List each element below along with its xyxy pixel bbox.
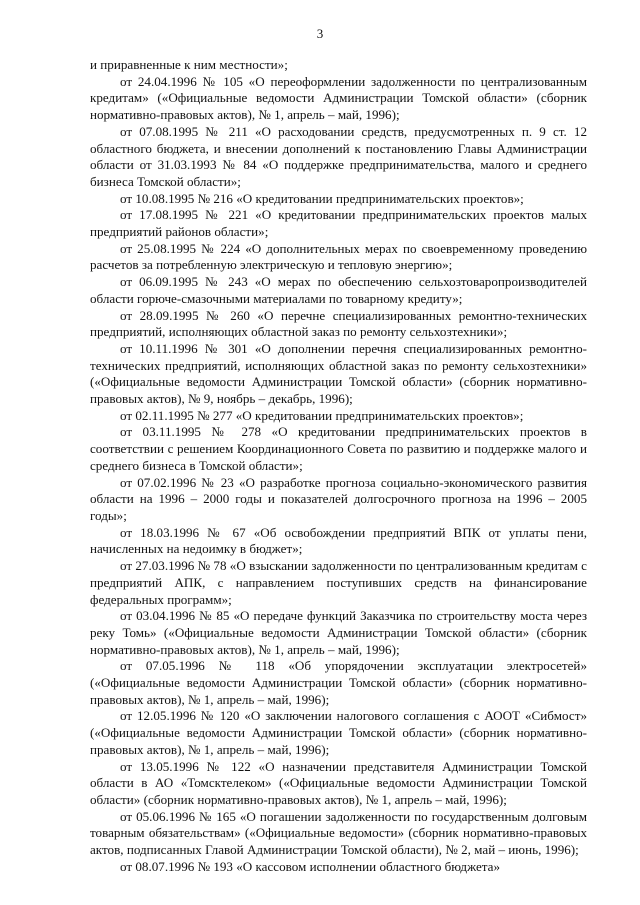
decree-entry: от 07.02.1996 № 23 «О разработке прогноза социально-экономического развития области на 1996 – 2000 годы и показателей долгосрочного прогноза на 1996 – 2005 годы»; [90, 474, 587, 523]
decree-entry: от 17.08.1995 № 221 «О кредитовании предпринимательских проектов малых предприятий районов области»; [90, 207, 587, 240]
decree-entry: от 05.06.1996 № 165 «О погашении задолженности по государственным долговым товарным обязательствам» («Официальные ведомости» (сборник нормативно-правовых актов, подписанных Главой Администрации Томской области), № 2, май – июнь, 1996); [90, 808, 587, 858]
decree-entry: от 07.08.1995 № 211 «О расходовании средств, предусмотренных п. 9 ст. 12 областного бюджета, и внесении дополнений к постановлению Главы Администрации области от 31.03.1993 № 84 «О поддержке предпринимательства, малого и среднего бизнеса Томской области»; [90, 123, 587, 189]
decree-entry: от 02.11.1995 № 277 «О кредитовании предпринимательских проектов»; [120, 407, 524, 423]
decree-entry: от 28.09.1995 № 260 «О перечне специализированных ремонтно-технических предприятий, исполняющих областной заказ по ремонту сельхозтехники»; [90, 307, 587, 340]
decree-entry: от 25.08.1995 № 224 «О дополнительных мерах по своевременному проведению расчетов за потребленную электрическую и тепловую энергию»; [90, 240, 587, 273]
decree-entry: от 03.04.1996 № 85 «О передаче функций Заказчика по строительству моста через реку Томь» («Официальные ведомости Администрации Томской области» (сборник нормативно-правовых актов), № 1, апрель – май, 1996); [90, 608, 587, 657]
document-body [90, 57, 587, 875]
decree-entry: от 07.05.1996 № 118 «Об упорядочении эксплуатации электросетей» («Официальные ведомости Администрации Томской области» (сборник нормативно-правовых актов), № 1, апрель – май, 1996); [90, 658, 587, 707]
decree-entry: от 03.11.1995 № 278 «О кредитовании предпринимательских проектов в соответствии с решением Координационного Совета по развитию и поддержке малого и среднего бизнеса в Томской области»; [90, 424, 587, 473]
decree-entry: от 24.04.1996 № 105 «О переоформлении задолженности по централизованным кредитам» («Официальные ведомости Администрации Томской области» (сборник нормативно-правовых актов), № 1, апрель – май, 1996); [90, 73, 587, 123]
decree-entry: от 10.08.1995 № 216 «О кредитовании предпринимательских проектов»; [120, 190, 524, 206]
decree-entry: от 06.09.1995 № 243 «О мерах по обеспечению сельхозтоваропроизводителей области горюче-смазочными материалами по товарному кредиту»; [90, 274, 587, 306]
decree-entry: от 12.05.1996 № 120 «О заключении налогового соглашения с АООТ «Сибмост» («Официальные ведомости Администрации Томской области» (сборник нормативно-правовых актов), № 1, апрель – май, 1996); [90, 708, 587, 757]
decree-entry: от 18.03.1996 № 67 «Об освобождении предприятий ВПК от уплаты пени, начисленных на недоимку в бюджет»; [90, 524, 587, 557]
page-number: 3 [316, 26, 324, 41]
paragraph-continuation: и приравненные к ним местности»; [90, 57, 288, 72]
decree-entry: от 08.07.1996 № 193 «О кассовом исполнении областного бюджета» [120, 858, 501, 874]
decree-entry: от 27.03.1996 № 78 «О взыскании задолженности по централизованным кредитам с предприятий АПК, с направлением поступивших средств на финансирование федеральных программ»; [90, 558, 587, 607]
decree-entry: от 10.11.1996 № 301 «О дополнении перечня специализированных ремонтно-технических предприятий, исполняющих областной заказ по ремонту сельхозтехники» («Официальные ведомости Администрации Томской области» (сборник нормативно-правовых актов), № 9, ноябрь – декабрь, 1996); [90, 340, 587, 407]
decree-entry: от 13.05.1996 № 122 «О назначении представителя Администрации Томской области в АО «Томсктелеком» («Официальные ведомости Администрации Томской области» (сборник нормативно-правовых актов), № 1, апрель – май, 1996); [90, 758, 587, 807]
